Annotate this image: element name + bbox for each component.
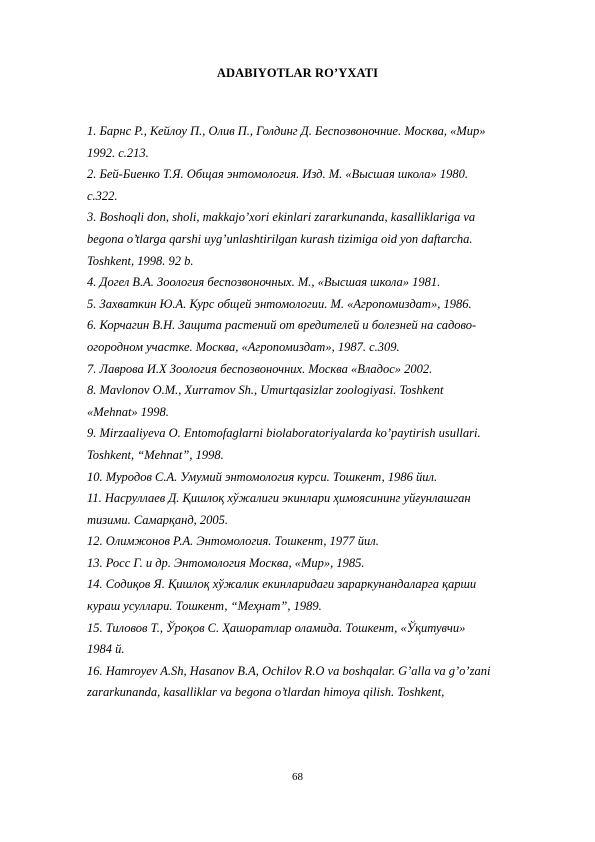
reference-item: 9. Mirzaaliyeva O. Entomofaglarni biolaboratoriyalarda ko’paytirish usullari. Toshkent, “Mehnat”, 1998. <box>87 426 481 462</box>
reference-item: 12. Олимжонов Р.А. Энтомология. Тошкент, 1977 йил. <box>87 534 379 549</box>
reference-item: 15. Тиловов Т., Ўроқов С. Ҳашоратлар оламида. Тошкент, «Ўқитувчи» 1984 й. <box>87 620 466 657</box>
page-number: 68 <box>292 771 303 783</box>
reference-item: 1. Барнс Р., Кейлоу П., Олив П., Голдинг Д. Беспозвоночние. Москва, «Мир» 1992. с.213. <box>87 124 486 160</box>
reference-item: 13. Росс Г. и др. Энтомология Москва, «Мир», 1985. <box>87 555 365 570</box>
reference-list <box>87 121 547 704</box>
reference-item: 4. Догел В.А. Зоология беспозвоночных. М., «Высшая школа» 1981. <box>87 275 441 290</box>
reference-item: 3. Boshoqli don, sholi, makkajo’xori ekinlari zararkunanda, kasalliklariga va begona o’tlarga qarshi uyg’unlashtirilgan kurash tizimiga oid yon daftarcha. Toshkent, 1998. 92 b. <box>87 210 476 268</box>
reference-item: 11. Насруллаев Д. Қишлоқ хўжалиги экинлари ҳимоясининг уйғунлашган тизими. Самарқанд, 2005. <box>87 491 471 527</box>
reference-item: 10. Муродов С.А. Умумий энтомология курси. Тошкент, 1986 йил. <box>87 469 438 484</box>
reference-item: 8. Mavlonov O.M., Xurramov Sh., Umurtqasizlar zoologiyasi. Toshkent «Mehnat» 1998. <box>87 383 444 419</box>
reference-item: 6. Корчагин В.Н. Защита растений от вредителей и болезней на садово- огородном участке. Москва, «Агропомиздат», 1987. с.309. <box>87 318 477 354</box>
reference-item: 14. Содиқов Я. Қишлоқ хўжалик екинларидаги зараркунандаларга қарши кураш усуллари. Тошкент, “Меҳнат”, 1989. <box>87 577 477 614</box>
reference-item: 7. Лаврова И.Х Зоология беспозвоночних. Москва «Владос» 2002. <box>87 361 433 376</box>
page-title: ADABIYOTLAR RO’YXATI <box>216 66 379 80</box>
reference-item: 5. Захваткин Ю.А. Курс общей энтомологии. М. «Агропомиздат», 1986. <box>87 296 472 311</box>
reference-item: 16. Hamroyev A.Sh, Hasanov B.A, Ochilov R.O va boshqalar. G’alla va g’o’zani zararkunanda, kasalliklar va begona o’tlardan himoya qilish. Toshkent, <box>87 663 491 700</box>
reference-item: 2. Бей-Биенко Т.Я. Общая энтомология. Изд. М. «Высшая школа» 1980. с.322. <box>87 167 469 203</box>
